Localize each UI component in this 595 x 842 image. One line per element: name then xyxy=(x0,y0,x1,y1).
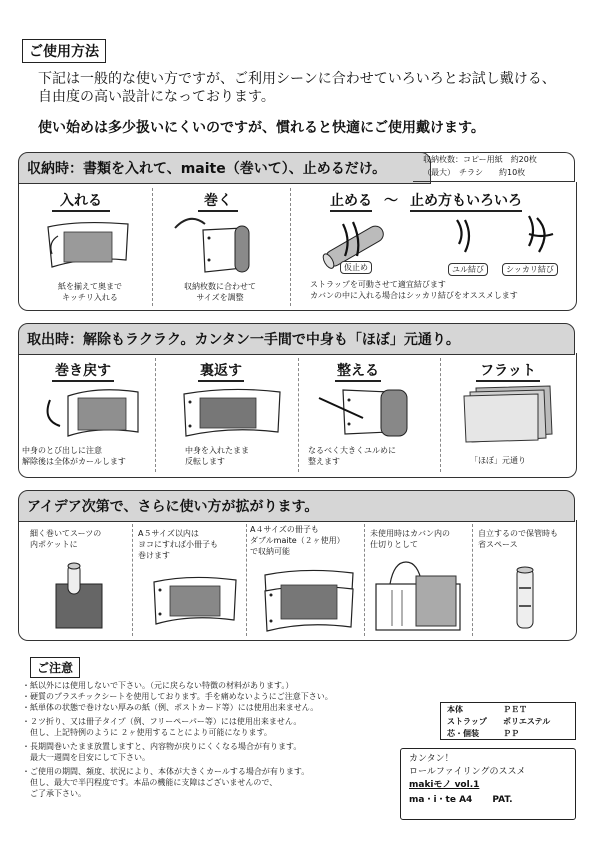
material-key: ストラップ xyxy=(447,717,487,726)
caution-line: ・硬質のプラスチックシートを使用しております。手を痛めないようにご注意下さい。 xyxy=(22,692,333,701)
step2-desc-1: 収納枚数に合わせて xyxy=(184,282,256,291)
capacity-type-2: チラシ xyxy=(459,168,483,177)
step1-desc-2: キッチリ入れる xyxy=(62,293,118,302)
intro-line-2: 自由度の高い設計になっております。 xyxy=(38,89,275,105)
caution-line: 但し、最大で半円程度です。本品の機能に支障はございませんので、 xyxy=(22,778,278,787)
step-title-fasten: 止める xyxy=(330,190,372,212)
ideas-band xyxy=(18,490,575,522)
retrieve-step3-desc-1: なるべく大きくユルめに xyxy=(308,446,396,455)
step-title-unroll: 巻き戻す xyxy=(52,360,114,382)
flat-illustration xyxy=(458,382,558,444)
step-title-arrange: 整える xyxy=(335,360,381,382)
step3-dash: 〜 xyxy=(384,193,398,209)
step-title-flat: フラット xyxy=(476,360,540,382)
caution-line: ・２ツ折り、又は冊子タイプ（例、フリーペーパー等）には使用出来ません。 xyxy=(22,717,302,726)
material-key: 本体 xyxy=(447,705,463,714)
retrieve-step4-desc: 「ほぼ」元通り xyxy=(470,456,526,465)
step2-desc-2: サイズを調整 xyxy=(196,293,244,302)
idea-5-text xyxy=(478,528,574,550)
divider xyxy=(246,524,247,636)
retrieve-step2-desc-2: 反転します xyxy=(185,457,225,466)
retrieve-step1-desc-1: 中身のとび出しに注意 xyxy=(22,446,102,455)
ideas-band-title: アイデア次第で、さらに使い方が拡がります。 xyxy=(27,499,319,515)
step3-desc-1: ストラップを可動させて適宜結びます xyxy=(310,280,446,289)
material-value: ＰＰ xyxy=(503,729,519,738)
tag-temp: 仮止め xyxy=(340,261,372,274)
idea-2-text xyxy=(138,528,244,561)
divider xyxy=(290,188,291,306)
product-pat: PAT. xyxy=(492,795,513,805)
idea-3-l2: ダブルmaite（２ヶ使用） xyxy=(250,536,345,545)
divider xyxy=(298,358,299,472)
material-key: 芯・個装 xyxy=(447,729,479,738)
idea-4-text xyxy=(370,528,470,550)
caution-line: 最大一週間を目安にして下さい。 xyxy=(22,753,150,762)
caution-line: ・紙単体の状態で巻けない厚みの紙（例、ポストカード等）には使用出来ません。 xyxy=(22,703,319,712)
material-value: ポリエステル xyxy=(503,717,551,726)
unroll-illustration xyxy=(38,380,150,442)
caution-title: ご注意 xyxy=(30,657,80,678)
bag-divider-illustration xyxy=(372,556,468,634)
product-line-3: makiモノ vol.1 xyxy=(409,780,480,790)
step-title-roll: 巻く xyxy=(198,190,238,212)
idea-2-l3: 巻けます xyxy=(138,551,170,560)
step3-heading xyxy=(330,190,522,212)
caution-line: 但し、上記特例のように ２ヶ使用することにより可能になります。 xyxy=(22,728,272,737)
capacity-label-2: （最大） xyxy=(423,168,451,177)
idea-1-text xyxy=(30,528,130,550)
idea-4-l2: 仕切りとして xyxy=(370,540,418,549)
step-title-flip: 裏返す xyxy=(198,360,244,382)
idea-2-l1: A５サイズ以内は xyxy=(138,529,199,538)
idea-3-l1: A４サイズの冊子も xyxy=(250,525,319,534)
idea-5-l1: 自立するので保管時も xyxy=(478,529,558,538)
intro-line-3: 使い始めは多少扱いにくいのですが、慣れると快適にご使用戴けます。 xyxy=(38,120,485,136)
step3-desc-2: カバンの中に入れる場合はシッカリ結びをオススメします xyxy=(310,291,518,300)
retrieve-step1-desc-2: 解除後は全体がカールします xyxy=(22,457,126,466)
caution-list xyxy=(22,680,417,799)
idea-4-l1: 未使用時はカバン内の xyxy=(370,529,450,538)
idea-2-l2: ヨコにすれば小冊子も xyxy=(138,540,218,549)
retrieve-step3-desc xyxy=(308,445,438,467)
idea-3-l3: で収納可能 xyxy=(250,547,290,556)
double-maite-illustration xyxy=(255,565,363,637)
tag-tight: シッカリ結び xyxy=(502,263,558,276)
retrieve-step1-desc xyxy=(22,445,157,467)
roll-illustration xyxy=(165,210,275,278)
divider xyxy=(152,188,153,306)
capacity-val-2: 約10枚 xyxy=(499,168,526,177)
suit-pocket-illustration xyxy=(50,560,110,632)
idea-1-l2: 内ポケットに xyxy=(30,540,78,549)
materials-box xyxy=(440,702,576,740)
standing-roll-illustration xyxy=(505,560,545,634)
step-title-insert: 入れる xyxy=(52,190,110,212)
retrieve-band xyxy=(18,323,575,355)
step3-desc xyxy=(310,279,572,301)
arrange-illustration xyxy=(315,380,435,442)
storage-band-title: 収納時：書類を入れて、maite（巻いて）、止めるだけ。 xyxy=(27,161,387,177)
tag-loose: ユル結び xyxy=(448,263,488,276)
product-name: ma・i・te A4 xyxy=(409,795,473,805)
capacity-box xyxy=(413,152,575,182)
idea-3-text xyxy=(250,524,364,557)
product-line-1: カンタン！ xyxy=(409,754,454,764)
divider xyxy=(364,524,365,636)
retrieve-step3-desc-2: 整えます xyxy=(308,457,340,466)
material-value: ＰＥＴ xyxy=(503,705,527,714)
booklet-illustration xyxy=(140,568,244,634)
retrieve-step2-desc-1: 中身を入れたまま xyxy=(185,446,249,455)
step1-desc xyxy=(40,281,140,303)
step1-desc-1: 紙を揃えて奥まで xyxy=(58,282,122,291)
idea-1-l1: 細く巻いてスーツの xyxy=(30,529,102,538)
capacity-type-1: コピー用紙 xyxy=(463,155,503,164)
storage-band xyxy=(18,152,431,184)
intro-line-1: 下記は一般的な使い方ですが、ご利用シーンに合わせていろいろとお試し戴ける、 xyxy=(38,71,556,87)
product-line-2: ロールファイリングのススメ xyxy=(409,767,526,777)
caution-line: ご了承下さい。 xyxy=(22,789,86,798)
divider xyxy=(440,358,441,472)
step-title-variety: 止め方もいろいろ xyxy=(410,190,522,212)
divider xyxy=(132,524,133,636)
caution-line: ・紙以外には使用しないで下さい。（元に戻らない特徴の材料があります。） xyxy=(22,681,294,690)
product-box xyxy=(400,748,576,820)
divider xyxy=(472,524,473,636)
flip-illustration xyxy=(170,380,290,442)
step2-desc xyxy=(160,281,280,303)
capacity-label-1: 収納枚数： xyxy=(423,155,463,164)
insert-illustration xyxy=(38,212,138,277)
page-title: ご使用方法 xyxy=(22,39,106,63)
retrieve-band-title: 取出時：解除もラクラク。カンタン一手間で中身も「ほぼ」元通り。 xyxy=(27,332,460,348)
idea-5-l2: 省スペース xyxy=(478,540,518,549)
retrieve-step2-desc xyxy=(185,445,295,467)
caution-line: ・長期間巻いたまま放置しますと、内容物が戻りにくくなる場合が有ります。 xyxy=(22,742,302,751)
caution-line: ・ご使用の期間、頻度、状況により、本体が大きくカールする場合が有ります。 xyxy=(22,767,310,776)
capacity-val-1: 約20枚 xyxy=(510,155,537,164)
